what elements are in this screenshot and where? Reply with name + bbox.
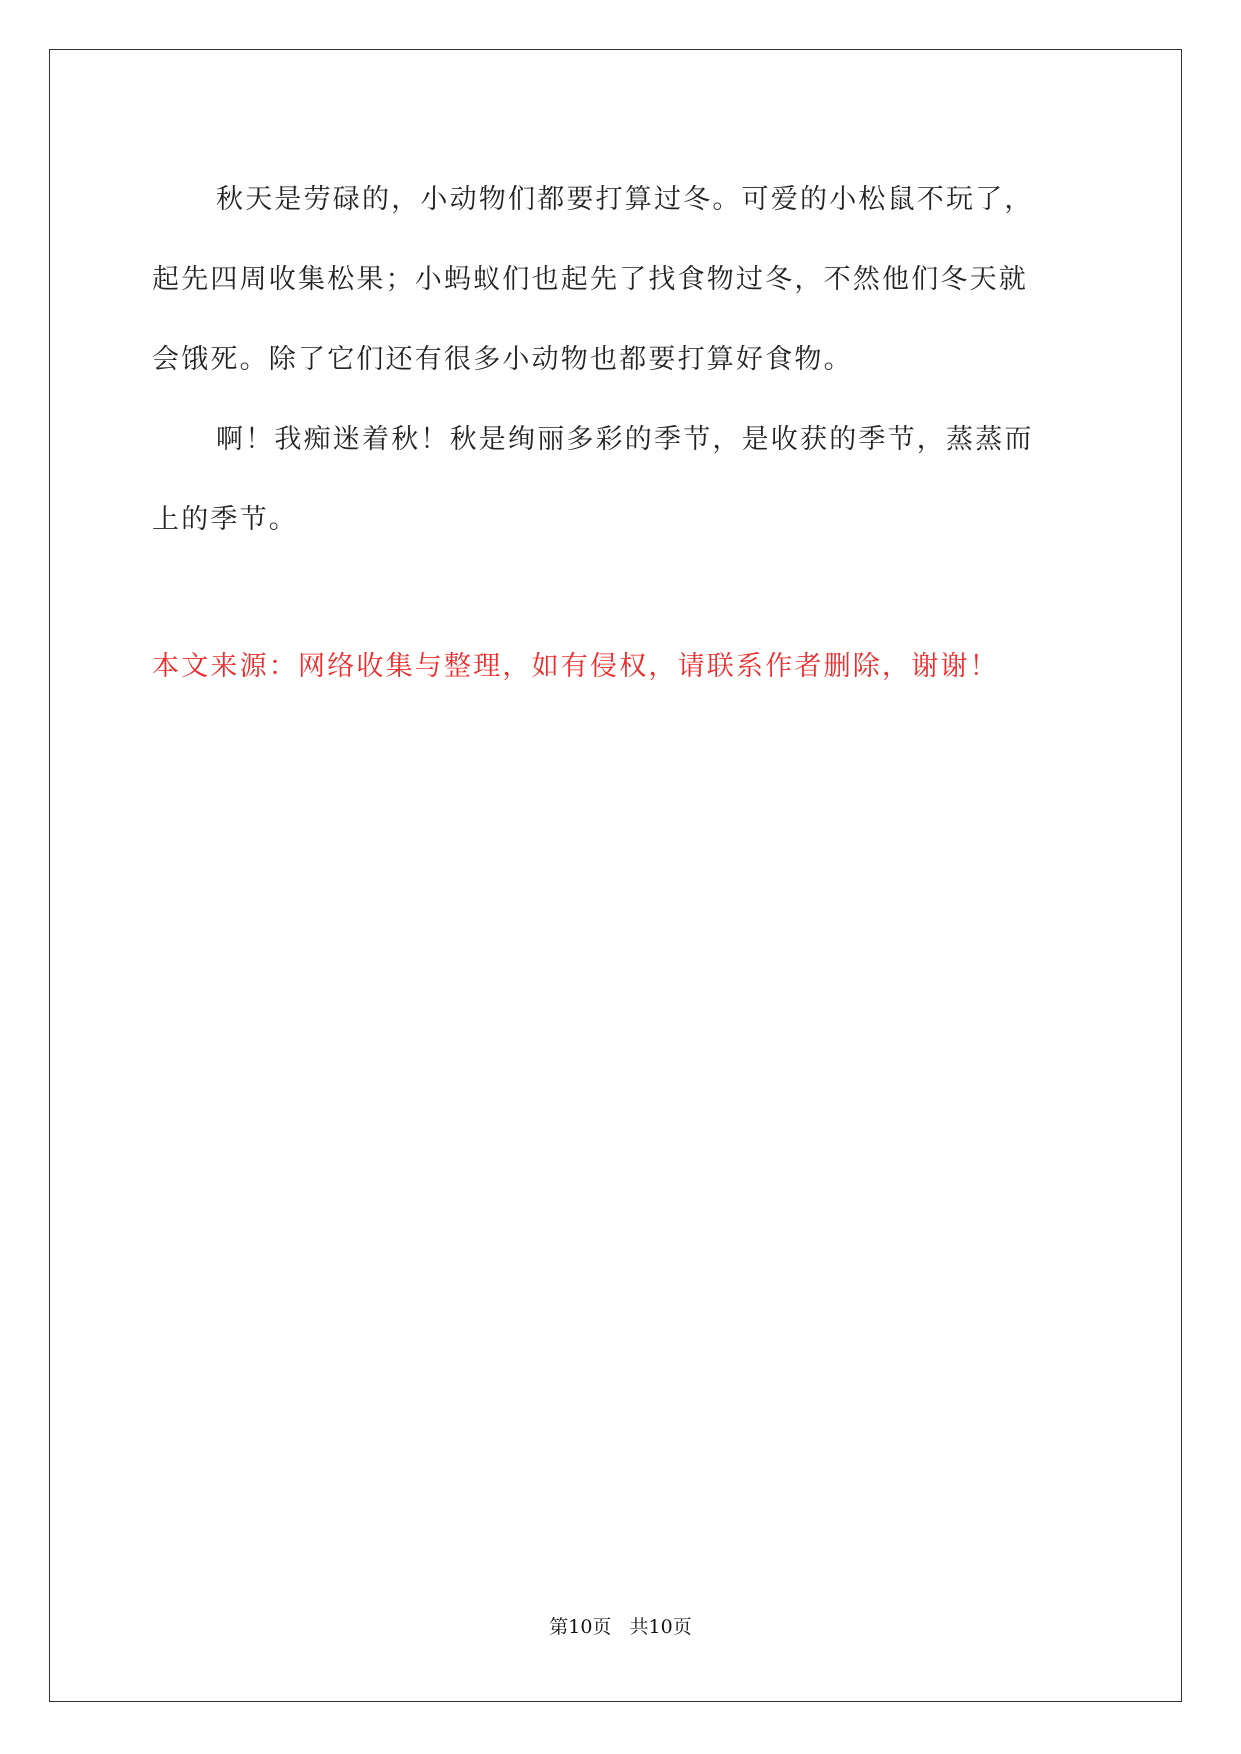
text-line: 起先四周收集松果；小蚂蚁们也起先了找食物过冬，不然他们冬天就 <box>152 264 1028 295</box>
paragraph-love-autumn <box>152 400 1092 560</box>
source-disclaimer: 本文来源：网络收集与整理，如有侵权，请联系作者删除，谢谢！ <box>152 651 999 682</box>
text-line: 秋天是劳碌的，小动物们都要打算过冬。可爱的小松鼠不玩了， <box>216 184 1034 215</box>
paragraph-autumn-animals <box>152 160 1092 400</box>
text-line: 上的季节。 <box>152 504 298 535</box>
page-number-footer: 第10页 共10页 <box>549 1616 692 1638</box>
text-line: 啊！我痴迷着秋！秋是绚丽多彩的季节，是收获的季节，蒸蒸而 <box>216 424 1034 455</box>
document-body <box>152 160 1092 560</box>
text-line: 会饿死。除了它们还有很多小动物也都要打算好食物。 <box>152 344 853 375</box>
